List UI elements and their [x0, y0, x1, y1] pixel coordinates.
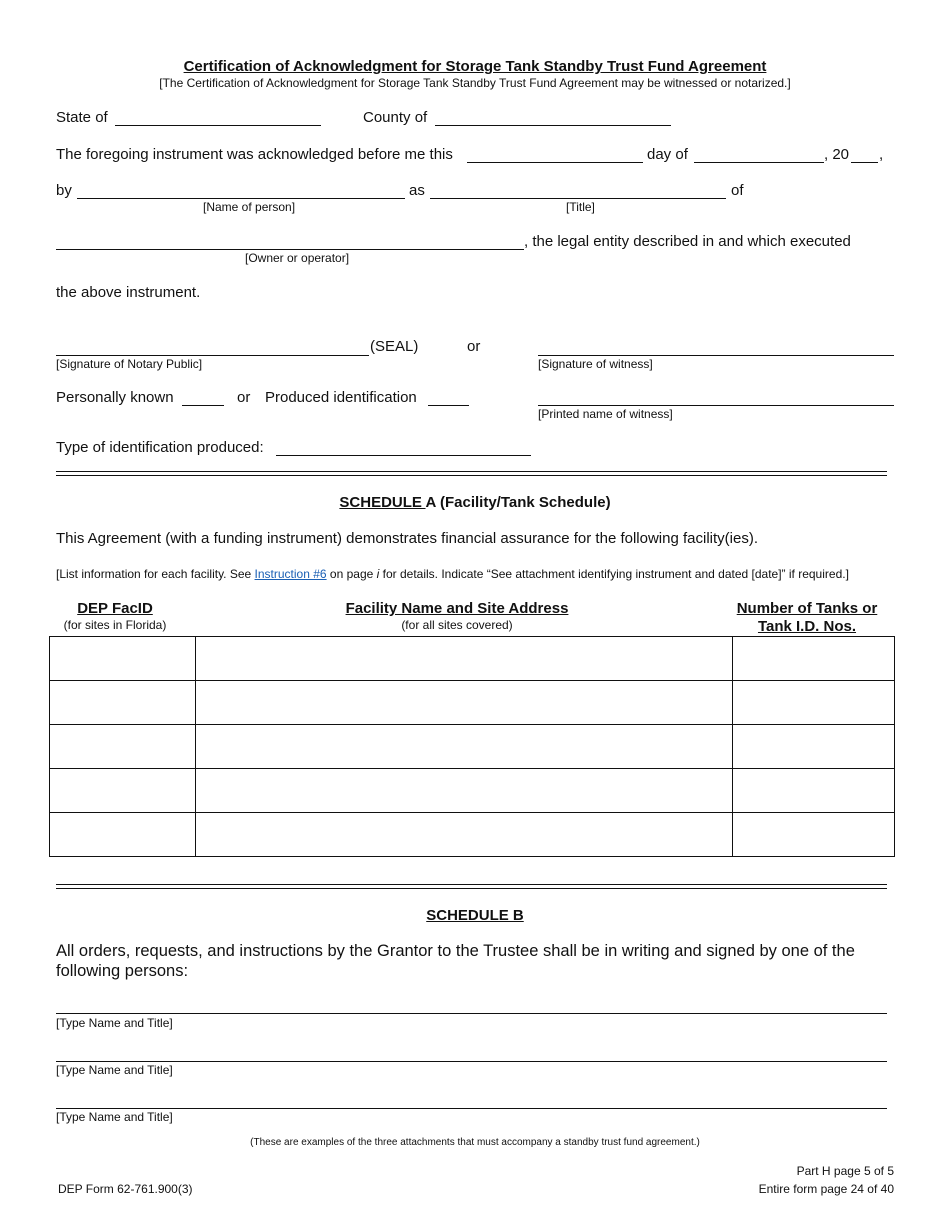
note-before: [List information for each facility. See — [56, 567, 255, 581]
table-row — [50, 637, 895, 681]
note-page: i — [376, 567, 380, 581]
witness-signature-field[interactable] — [538, 355, 894, 356]
table-row — [50, 681, 895, 725]
col-facid-sub: (for sites in Florida) — [63, 618, 167, 632]
title-hint: [Title] — [566, 200, 595, 214]
table-row — [50, 769, 895, 813]
facility-cell[interactable] — [195, 681, 732, 725]
facility-cell[interactable] — [195, 637, 732, 681]
foregoing-text: The foregoing instrument was acknowledged before me this — [56, 146, 453, 163]
authorized-person-field-1[interactable] — [56, 1013, 887, 1014]
name-of-person-hint: [Name of person] — [203, 200, 296, 214]
facid-cell[interactable] — [50, 769, 196, 813]
instruction-6-link[interactable]: Instruction #6 — [254, 567, 327, 581]
facility-cell[interactable] — [195, 769, 732, 813]
printed-witness-hint: [Printed name of witness] — [538, 407, 673, 421]
as-label: as — [409, 182, 425, 199]
note-after: for details. Indicate “See attachment identifying instrument and dated [date]” if required.] — [379, 567, 849, 581]
witness-signature-hint: [Signature of witness] — [538, 357, 653, 371]
schedule-a-title-underlined: SCHEDULE — [339, 494, 426, 511]
facid-cell[interactable] — [50, 681, 196, 725]
tanks-cell[interactable] — [733, 769, 895, 813]
schedule-b-title: SCHEDULE B — [426, 907, 524, 924]
schedule-a-intro: This Agreement (with a funding instrument) demonstrates financial assurance for the following facility(ies). — [56, 530, 758, 547]
year-prefix: , 20 — [824, 146, 850, 163]
col-facility-header: Facility Name and Site Address — [345, 600, 569, 617]
schedule-a-title — [0, 494, 950, 511]
produced-id-label: Produced identification — [265, 389, 417, 406]
county-label: County of — [363, 109, 428, 126]
form-subtitle: [The Certification of Acknowledgment for Storage Tank Standby Trust Fund Agreement may be witnessed or notarized.] — [159, 76, 791, 90]
facid-cell[interactable] — [50, 725, 196, 769]
col-tanks-header — [726, 600, 888, 617]
id-type-field[interactable] — [276, 455, 531, 456]
personally-known-field[interactable] — [182, 405, 224, 406]
id-type-label: Type of identification produced: — [56, 439, 264, 456]
facility-table — [49, 636, 895, 857]
part-page-number: Part H page 5 of 5 — [796, 1164, 894, 1178]
above-instrument-text: the above instrument. — [56, 284, 201, 301]
tanks-cell[interactable] — [733, 813, 895, 857]
month-field[interactable] — [694, 162, 824, 163]
col-facid-header: DEP FacID — [77, 600, 153, 617]
col-tanks-header-line1: Number of Tanks or — [736, 600, 878, 617]
section-divider — [56, 471, 887, 476]
tanks-cell[interactable] — [733, 637, 895, 681]
notary-signature-hint: [Signature of Notary Public] — [56, 357, 203, 371]
county-field[interactable] — [435, 125, 671, 126]
schedule-a-title-rest: A (Facility/Tank Schedule) — [425, 494, 611, 511]
by-label: by — [56, 182, 72, 199]
type-name-title-hint: [Type Name and Title] — [56, 1110, 173, 1124]
table-row — [50, 813, 895, 857]
owner-operator-hint: [Owner or operator] — [245, 251, 350, 265]
notary-signature-field[interactable] — [56, 355, 369, 356]
year-field[interactable] — [851, 162, 878, 163]
owner-operator-field[interactable] — [56, 249, 524, 250]
authorized-person-field-3[interactable] — [56, 1108, 887, 1109]
of-label: of — [731, 182, 744, 199]
or-label: or — [467, 338, 481, 355]
tanks-cell[interactable] — [733, 681, 895, 725]
form-id: DEP Form 62-761.900(3) — [58, 1182, 193, 1196]
year-suffix: , — [879, 146, 884, 163]
col-tanks-header-line2: Tank I.D. Nos. — [757, 618, 857, 635]
col-facility-sub: (for all sites covered) — [401, 618, 513, 632]
schedule-a-note — [56, 567, 849, 581]
type-name-title-hint: [Type Name and Title] — [56, 1063, 173, 1077]
type-name-title-hint: [Type Name and Title] — [56, 1016, 173, 1030]
schedule-b-intro: All orders, requests, and instructions by the Grantor to the Trustee shall be in writing and signed by one of the following persons: — [56, 942, 855, 980]
authorized-person-field-2[interactable] — [56, 1061, 887, 1062]
printed-witness-field[interactable] — [538, 405, 894, 406]
note-mid: on page — [326, 567, 377, 581]
tanks-cell[interactable] — [733, 725, 895, 769]
day-of-label: day of — [647, 146, 688, 163]
section-divider-2 — [56, 884, 887, 889]
table-row — [50, 725, 895, 769]
facility-cell[interactable] — [195, 725, 732, 769]
seal-label: (SEAL) — [370, 338, 419, 355]
or-label-2: or — [237, 389, 251, 406]
entire-form-page-number: Entire form page 24 of 40 — [758, 1182, 894, 1196]
personally-known-label: Personally known — [56, 389, 174, 406]
facid-cell[interactable] — [50, 813, 196, 857]
form-title: Certification of Acknowledgment for Storage Tank Standby Trust Fund Agreement — [183, 58, 767, 75]
facid-cell[interactable] — [50, 637, 196, 681]
title-field[interactable] — [430, 198, 726, 199]
facility-cell[interactable] — [195, 813, 732, 857]
produced-id-field[interactable] — [428, 405, 469, 406]
day-field[interactable] — [467, 162, 643, 163]
state-field[interactable] — [115, 125, 321, 126]
name-of-person-field[interactable] — [77, 198, 405, 199]
state-label: State of — [56, 109, 108, 126]
attachments-footnote: (These are examples of the three attachments that must accompany a standby trust fund agreement.) — [250, 1137, 700, 1148]
legal-entity-text: , the legal entity described in and which executed — [524, 233, 851, 250]
